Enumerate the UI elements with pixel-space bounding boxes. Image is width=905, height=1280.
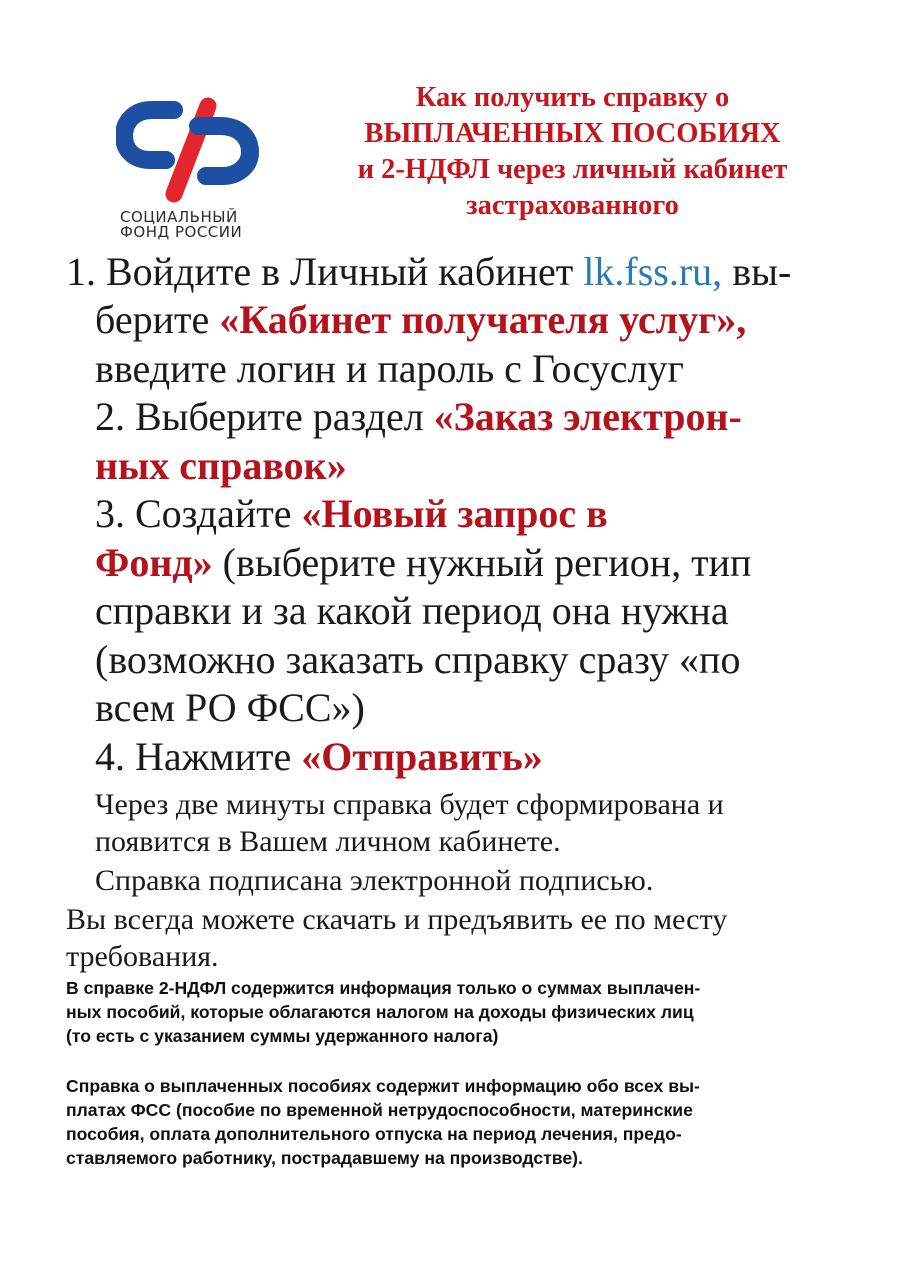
step-1-line2 (95, 296, 746, 345)
step-3-line4: (возможно заказать справку сразу «по (95, 637, 741, 682)
ndfl-note-line3: (то есть с указанием суммы удержанного налога) (66, 1026, 499, 1046)
step-1-line1 (66, 248, 791, 297)
ndfl-note-line1: В справке 2-НДФЛ содержится информация только о суммах выплачен- (66, 978, 701, 998)
ndfl-note (66, 976, 856, 1048)
fss-link[interactable]: lk.fss.ru, (583, 249, 723, 294)
benefits-note-line3: пособия, оплата дополнительного отпуска на период лечения, предо- (66, 1124, 682, 1144)
page-title (300, 80, 845, 224)
step-3-line3: справки и за какой период она нужна (95, 588, 729, 633)
step-1-suffix: вы- (722, 249, 792, 294)
step-1-text: 1. Войдите в Личный кабинет (66, 249, 584, 294)
step-3-line1 (95, 490, 608, 539)
title-line2: ВЫПЛАЧЕННЫХ ПОСОБИЯХ (364, 118, 781, 149)
step-3-line2 (95, 539, 751, 588)
logo-caption (120, 210, 242, 240)
download-line1: Вы всегда можете скачать и предъявить ее по месту (66, 903, 728, 936)
benefits-note-line1: Справка о выплаченных пособиях содержит информацию обо всех вы- (66, 1076, 700, 1096)
title-line1: Как получить справку о (415, 82, 730, 113)
step-2-line1 (95, 393, 742, 442)
ndfl-note-line2: ных пособий, которые облагаются налогом на доходы физических лиц (66, 1002, 694, 1022)
logo-caption-line1: СОЦИАЛЬНЫЙ (120, 208, 238, 226)
signature-line: Справка подписана электронной подписью. (95, 864, 654, 897)
step-1-line3: введите логин и пароль с Госуслуг (95, 346, 684, 391)
logo-caption-line2: ФОНД РОССИИ (120, 223, 243, 241)
step-3-line5: всем РО ФСС») (95, 685, 365, 730)
step-2-text: 2. Выберите раздел (95, 394, 434, 439)
step-1-cabinet-name: «Кабинет получателя услуг», (219, 297, 747, 342)
download-line2: требования. (66, 940, 219, 973)
benefits-note (66, 1074, 856, 1170)
step-3-request-name: «Новый запрос в (301, 491, 608, 536)
step-4-button-name: «Отправить» (301, 734, 543, 779)
benefits-note-line2: платах ФСС (пособие по временной нетрудоспособности, материнские (66, 1100, 693, 1120)
benefits-note-line4: ставляемого работнику, пострадавшему на производстве). (66, 1148, 583, 1168)
title-line3: и 2-НДФЛ через личный кабинет (357, 154, 788, 185)
step-1-line2-text: берите (95, 297, 220, 342)
step-3-request-name-end: Фонд» (95, 540, 213, 585)
step-3-line2-text: (выберите нужный регион, тип (212, 540, 752, 585)
result-line2: появится в Вашем личном кабинете. (95, 825, 561, 858)
step-2-section-name: «Заказ электрон- (433, 394, 742, 439)
step-3-text: 3. Создайте (95, 491, 302, 536)
sfr-logo (112, 96, 272, 246)
title-line4: застрахованного (466, 190, 679, 221)
result-line1: Через две минуты справка будет сформирована и (95, 788, 724, 821)
step-4-line1 (95, 733, 543, 782)
sfr-logo-icon (116, 96, 266, 206)
step-2-line2: ных справок» (95, 443, 347, 488)
step-4-text: 4. Нажмите (95, 734, 302, 779)
